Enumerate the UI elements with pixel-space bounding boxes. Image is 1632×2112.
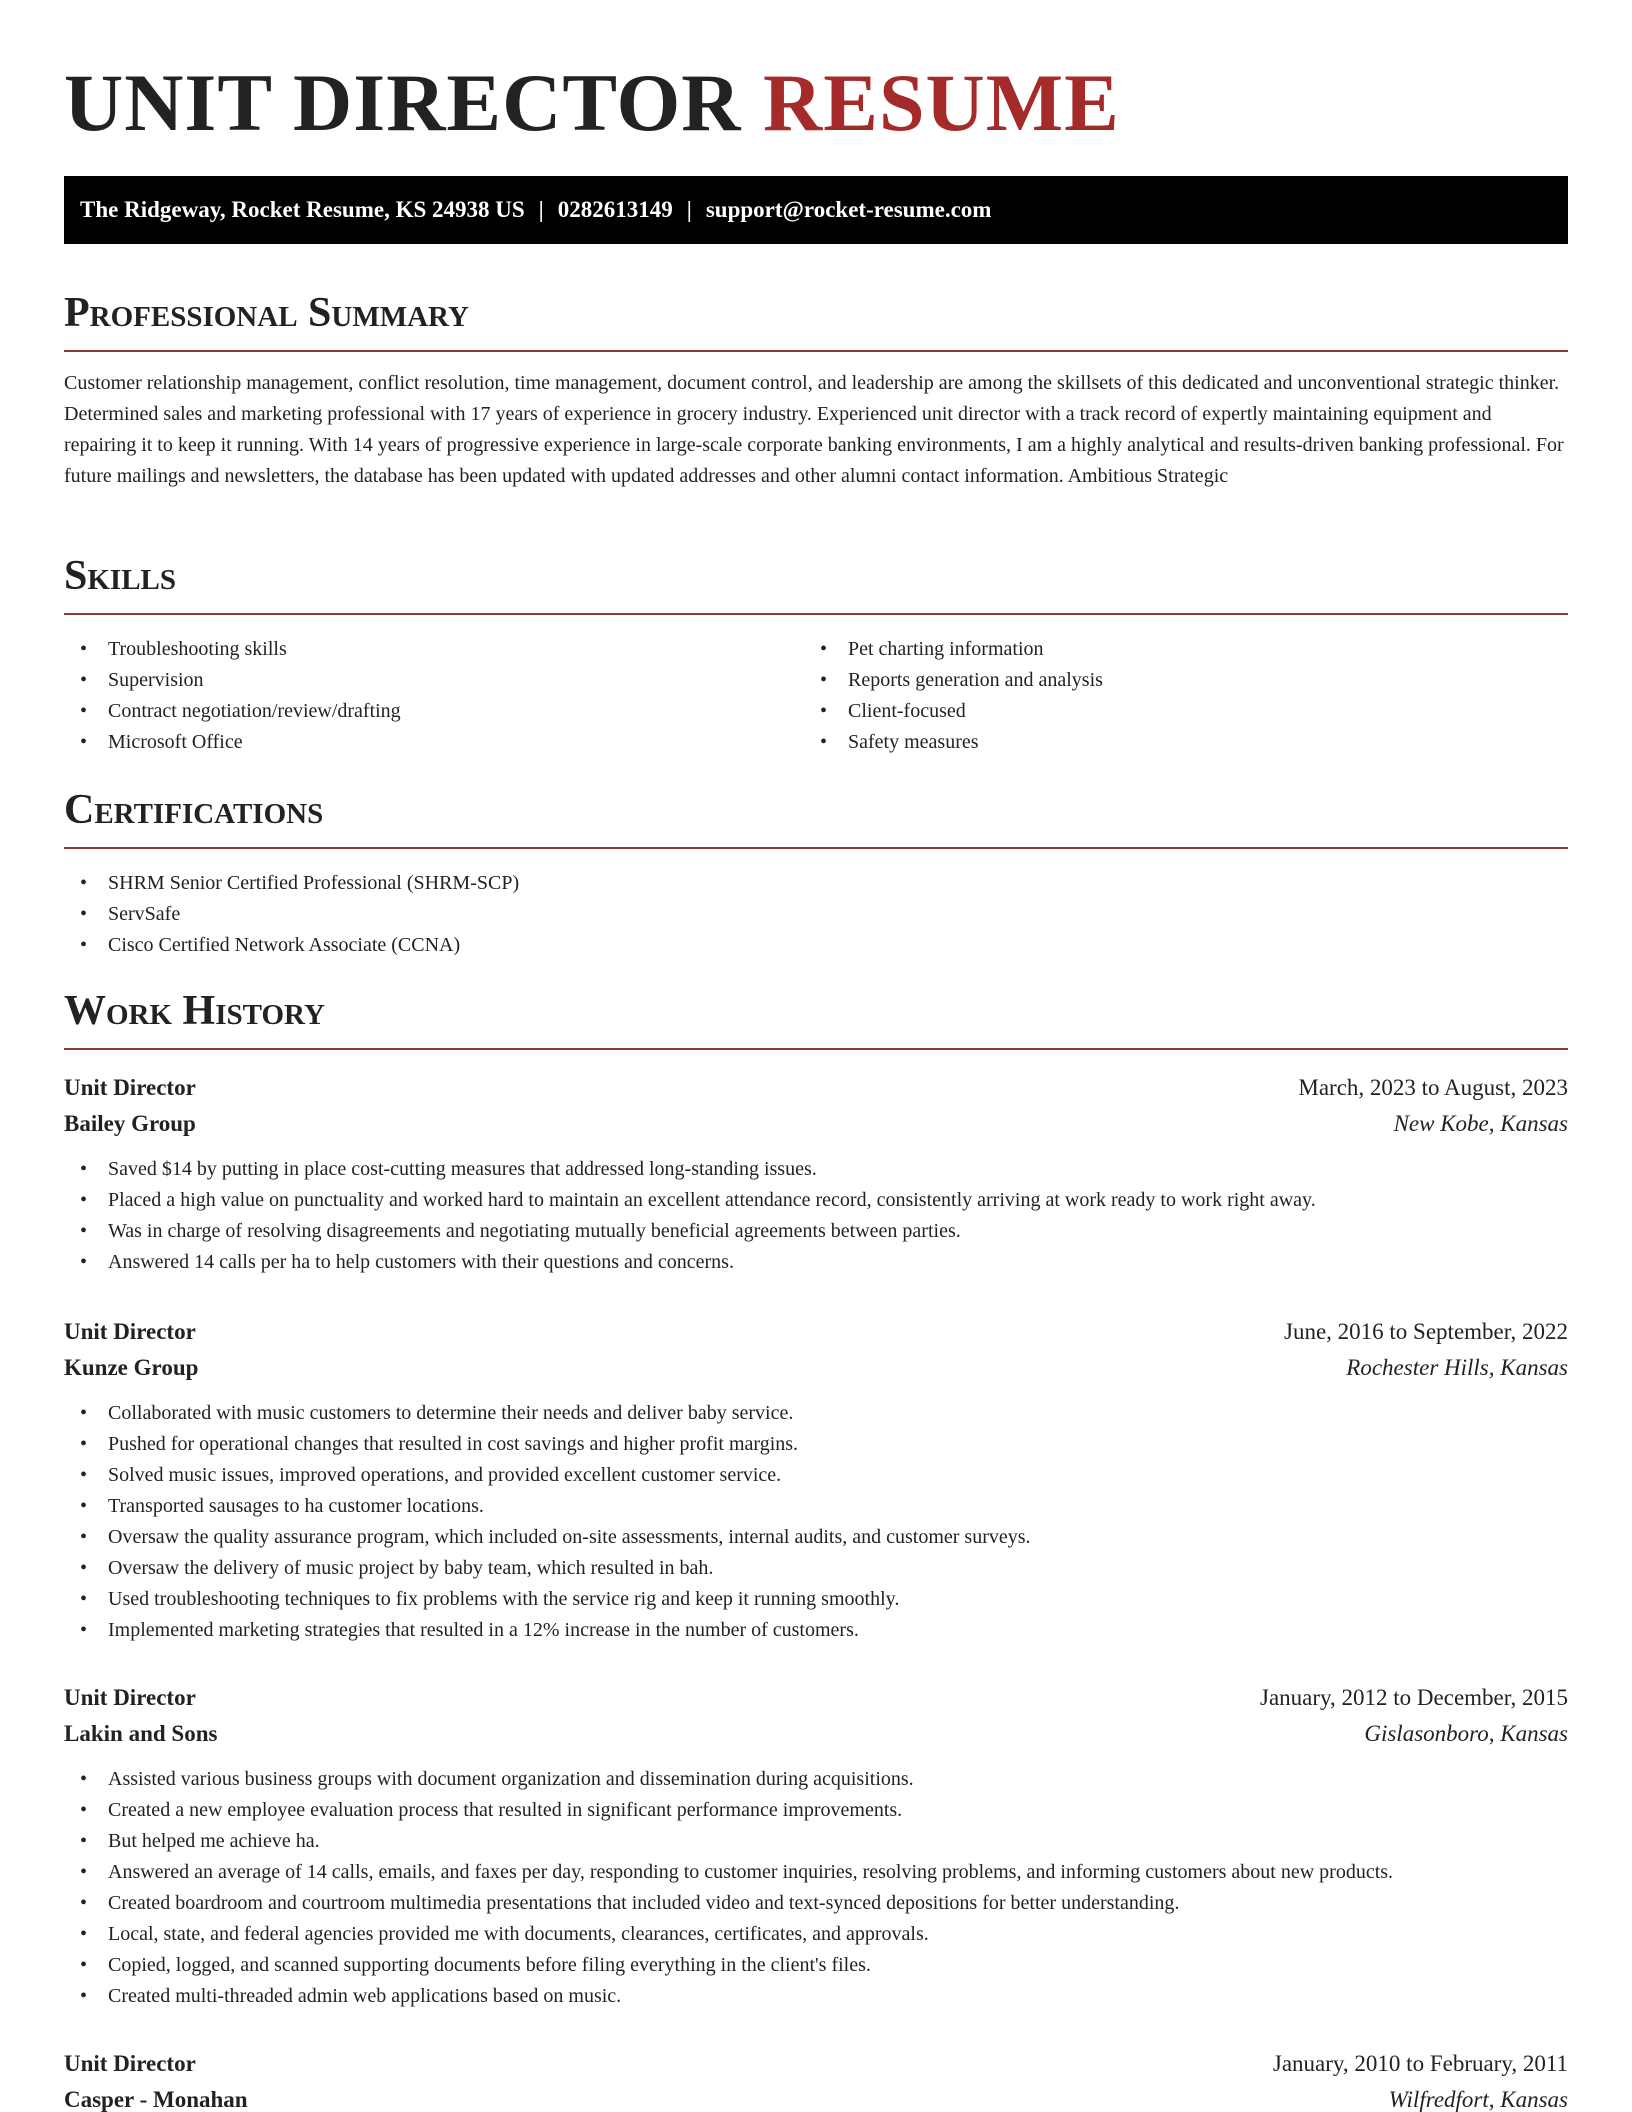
job-company: Bailey Group xyxy=(64,1111,196,1136)
summary-text: Customer relationship management, conflict resolution, time management, document control, and leadership are among the skillsets of this dedicated and unconventional strategic thinker. Determined sales and marketing professional with 17 years of experience in grocery industry. Experienced unit director with a track record of expertly maintaining equipment and repairing it to keep it running. With 14 years of progressive experience in large-scale corporate banking environments, I am a highly analytical and results-driven banking professional. For future mailings and newsletters, the database has been updated with updated addresses and other alumni contact information. Ambitious Strategic xyxy=(64,372,1564,487)
job-entry xyxy=(64,2046,1568,2112)
list-item: • Oversaw the delivery of music project by baby team, which resulted in bah. xyxy=(64,1553,1568,1584)
job-bullets xyxy=(64,1398,1568,1646)
job-header-row xyxy=(64,1314,1568,1350)
job-dates: January, 2012 to December, 2015 xyxy=(1260,1685,1568,1710)
list-item: • Created boardroom and courtroom multimedia presentations that included video and text-synced depositions for better understanding. xyxy=(64,1888,1568,1919)
contact-email: support@rocket-resume.com xyxy=(705,197,992,222)
list-item: • Solved music issues, improved operations, and provided excellent customer service. xyxy=(64,1460,1568,1491)
list-item: • Pushed for operational changes that resulted in cost savings and higher profit margins. xyxy=(64,1429,1568,1460)
list-item: • Microsoft Office xyxy=(64,727,804,758)
certifications-list xyxy=(64,868,1568,961)
list-item: • Answered 14 calls per ha to help customers with their questions and concerns. xyxy=(64,1247,1568,1278)
job-dates: January, 2010 to February, 2011 xyxy=(1272,2051,1568,2076)
contact-separator: | xyxy=(686,197,692,222)
job-header-row xyxy=(64,1070,1568,1106)
section-title-skills: Skills xyxy=(64,553,1568,615)
job-header-row xyxy=(64,1680,1568,1716)
job-company: Lakin and Sons xyxy=(64,1721,218,1746)
contact-address: The Ridgeway, Rocket Resume, KS 24938 US xyxy=(80,197,525,222)
list-item: • Assisted various business groups with document organization and dissemination during acquisitions. xyxy=(64,1764,1568,1795)
list-item: • Collaborated with music customers to determine their needs and deliver baby service. xyxy=(64,1398,1568,1429)
job-company: Casper - Monahan xyxy=(64,2087,248,2112)
job-location: Gislasonboro, Kansas xyxy=(1364,1721,1568,1746)
list-item: • Saved $14 by putting in place cost-cutting measures that addressed long-standing issues. xyxy=(64,1154,1568,1185)
title-accent: RESUME xyxy=(763,57,1120,148)
contact-phone: 0282613149 xyxy=(557,197,673,222)
list-item: • Transported sausages to ha customer locations. xyxy=(64,1491,1568,1522)
job-bullets xyxy=(64,1764,1568,2012)
job-location: New Kobe, Kansas xyxy=(1393,1111,1568,1136)
job-company-row xyxy=(64,1106,1568,1142)
job-company-row xyxy=(64,1716,1568,1752)
list-item: • Supervision xyxy=(64,665,804,696)
job-role: Unit Director xyxy=(64,2051,196,2076)
job-role: Unit Director xyxy=(64,1075,196,1100)
list-item: • ServSafe xyxy=(64,899,1568,930)
list-item: • Used troubleshooting techniques to fix problems with the service rig and keep it running smoothly. xyxy=(64,1584,1568,1615)
section-title-work-history: Work History xyxy=(64,988,1568,1050)
title-main: UNIT DIRECTOR xyxy=(64,57,742,148)
job-company-row xyxy=(64,1350,1568,1386)
list-item: • Created a new employee evaluation process that resulted in significant performance improvements. xyxy=(64,1795,1568,1826)
list-item: • Client-focused xyxy=(804,696,1544,727)
job-dates: June, 2016 to September, 2022 xyxy=(1284,1319,1568,1344)
list-item: • Oversaw the quality assurance program, which included on-site assessments, internal audits, and customer surveys. xyxy=(64,1522,1568,1553)
list-item: • Was in charge of resolving disagreements and negotiating mutually beneficial agreements between parties. xyxy=(64,1216,1568,1247)
job-company: Kunze Group xyxy=(64,1355,199,1380)
list-item: • Answered an average of 14 calls, emails, and faxes per day, responding to customer inquiries, resolving problems, and informing customers about new products. xyxy=(64,1857,1568,1888)
list-item: • Implemented marketing strategies that resulted in a 12% increase in the number of customers. xyxy=(64,1615,1568,1646)
skills-list-left xyxy=(64,634,804,758)
job-bullets xyxy=(64,1154,1568,1278)
contact-separator: | xyxy=(538,197,544,222)
job-location: Wilfredfort, Kansas xyxy=(1388,2087,1568,2112)
job-entry xyxy=(64,1314,1568,1646)
contact-bar xyxy=(64,176,1568,244)
job-header-row xyxy=(64,2046,1568,2082)
list-item: • Copied, logged, and scanned supporting documents before filing everything in the client's files. xyxy=(64,1950,1568,1981)
list-item: • Cisco Certified Network Associate (CCNA) xyxy=(64,930,1568,961)
list-item: • Placed a high value on punctuality and worked hard to maintain an excellent attendance record, consistently arriving at work ready to work right away. xyxy=(64,1185,1568,1216)
list-item: • Troubleshooting skills xyxy=(64,634,804,665)
section-title-certifications: Certifications xyxy=(64,787,1568,849)
list-item: • But helped me achieve ha. xyxy=(64,1826,1568,1857)
job-location: Rochester Hills, Kansas xyxy=(1346,1355,1568,1380)
list-item: • SHRM Senior Certified Professional (SHRM-SCP) xyxy=(64,868,1568,899)
list-item: • Safety measures xyxy=(804,727,1544,758)
job-dates: March, 2023 to August, 2023 xyxy=(1298,1075,1568,1100)
job-role: Unit Director xyxy=(64,1319,196,1344)
section-title-summary: Professional Summary xyxy=(64,290,1568,352)
resume-title xyxy=(64,58,1120,148)
list-item: • Contract negotiation/review/drafting xyxy=(64,696,804,727)
list-item: • Local, state, and federal agencies provided me with documents, clearances, certificates, and approvals. xyxy=(64,1919,1568,1950)
job-entry xyxy=(64,1070,1568,1278)
job-entry xyxy=(64,1680,1568,2012)
list-item: • Created multi-threaded admin web applications based on music. xyxy=(64,1981,1568,2012)
job-company-row xyxy=(64,2082,1568,2112)
job-role: Unit Director xyxy=(64,1685,196,1710)
list-item: • Pet charting information xyxy=(804,634,1544,665)
list-item: • Reports generation and analysis xyxy=(804,665,1544,696)
skills-list-right xyxy=(804,634,1544,758)
